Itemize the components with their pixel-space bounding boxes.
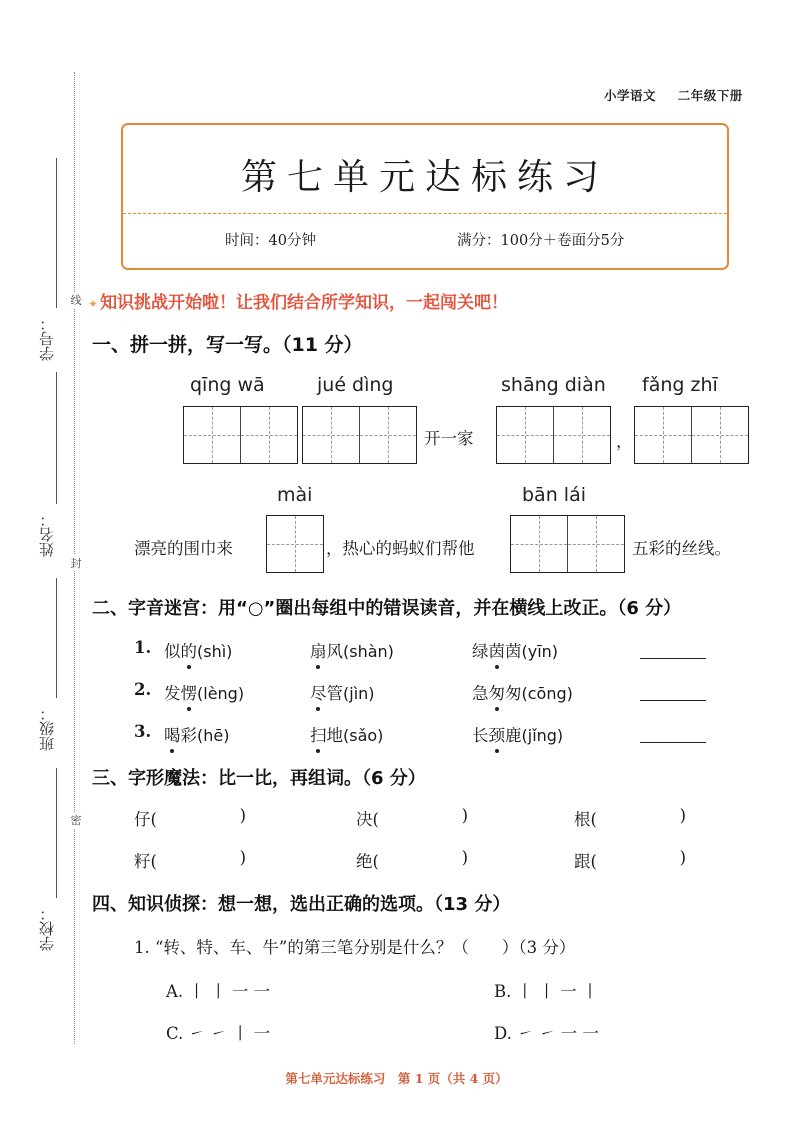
pronunciation-item[interactable] — [164, 638, 232, 662]
word-group-item[interactable] — [574, 806, 686, 830]
pinyin-text: (shàn) — [343, 642, 394, 661]
pinyin-text: (yīn) — [521, 642, 559, 661]
pronunciation-item[interactable] — [472, 680, 573, 704]
student-id-label: 学号： — [38, 316, 56, 361]
grade-label: 二年级下册 — [677, 88, 743, 103]
option-d[interactable]: D. ㇀ ㇀ 一 一 — [494, 1024, 599, 1043]
word-char: 匆 — [505, 684, 522, 703]
intro-banner — [88, 288, 508, 313]
pinyin-text: (lèng) — [197, 684, 245, 703]
group-char: 根 — [574, 810, 591, 829]
pinyin-fangzhi: fǎng zhī — [642, 374, 718, 396]
pronunciation-item[interactable] — [310, 638, 394, 662]
dotted-char: 愣 — [181, 680, 198, 704]
word-group-item[interactable] — [134, 806, 246, 830]
answer-line[interactable] — [640, 658, 706, 659]
banner-text: 知识挑战开始啦！让我们结合所学知识，一起闯关吧！ — [100, 293, 509, 313]
close-paren: ) — [679, 848, 686, 867]
pinyin-jueding: jué dìng — [317, 374, 394, 396]
pronunciation-item[interactable] — [310, 680, 375, 704]
section-4-heading: 四、知识侦探：想一想，选出正确的选项。（13 分） — [92, 894, 511, 915]
writing-grid-banlai[interactable] — [510, 515, 625, 573]
option-c[interactable]: C. ㇀ ㇀ 丨 一 — [166, 1024, 271, 1043]
bind-mark-mi: 密 — [70, 814, 82, 827]
class-blank — [56, 578, 57, 698]
open-paren: ( — [590, 810, 597, 829]
school-blank — [56, 768, 57, 898]
name-blank — [56, 372, 57, 504]
title-box — [121, 123, 729, 270]
dotted-char: 的 — [181, 638, 198, 662]
page-header — [604, 86, 743, 104]
page-title: 第七单元达标练习 — [240, 157, 609, 198]
dotted-char: 扇 — [310, 638, 327, 662]
time-limit: 时间：40分钟 — [225, 233, 316, 249]
word-char: 发 — [164, 684, 181, 703]
open-paren: ( — [590, 852, 597, 871]
sparkle-icon: ✦ — [88, 297, 99, 311]
open-paren: ( — [372, 810, 379, 829]
word-char: 地 — [326, 726, 343, 745]
pronunciation-item[interactable] — [472, 722, 563, 746]
school-label: 学校： — [38, 906, 56, 951]
close-paren: ) — [239, 848, 246, 867]
text-piaoliang: 漂亮的围巾来 — [134, 539, 233, 558]
writing-grid-fangzhi[interactable] — [634, 406, 749, 464]
option-b[interactable]: B. 丨 丨 一 丨 — [494, 982, 599, 1001]
word-char: 急 — [472, 684, 489, 703]
pronunciation-item[interactable] — [310, 722, 383, 746]
word-char: 似 — [164, 642, 181, 661]
word-group-item[interactable] — [356, 806, 468, 830]
pinyin-text: (hē) — [197, 726, 230, 745]
group-char: 籽 — [134, 852, 151, 871]
close-paren: ) — [679, 806, 686, 825]
word-group-item[interactable] — [356, 848, 468, 872]
student-id-blank — [56, 158, 57, 308]
word-char: 绿 — [472, 642, 489, 661]
word-char: 长 — [472, 726, 489, 745]
pinyin-text: (sǎo) — [343, 726, 384, 745]
comma-text: ， — [616, 432, 633, 451]
word-char: 茵 — [505, 642, 522, 661]
dotted-char: 茵 — [489, 638, 506, 662]
dotted-char: 匆 — [489, 680, 506, 704]
word-char: 风 — [326, 642, 343, 661]
item-number: 1. — [134, 638, 152, 657]
group-char: 决 — [356, 810, 373, 829]
bind-mark-feng: 封 — [70, 557, 82, 570]
title-divider — [123, 213, 727, 214]
pinyin-text: (jǐng) — [521, 726, 564, 745]
dotted-char: 喝 — [164, 722, 181, 746]
writing-grid-qingwa[interactable] — [183, 406, 298, 464]
pronunciation-item[interactable] — [164, 680, 244, 704]
full-score: 满分：100分＋卷面分5分 — [457, 233, 625, 249]
group-char: 绝 — [356, 852, 373, 871]
dotted-char: 尽 — [310, 680, 327, 704]
text-rexin: ，热心的蚂蚁们帮他 — [326, 539, 475, 558]
writing-grid-shangdian[interactable] — [496, 406, 611, 464]
pinyin-text: (jìn) — [343, 684, 375, 703]
answer-line[interactable] — [640, 742, 706, 743]
pinyin-text: (cōng) — [521, 684, 573, 703]
text-kaiyijia: 开一家 — [424, 429, 474, 448]
section-3-heading: 三、字形魔法：比一比，再组词。（6 分） — [92, 768, 426, 789]
word-group-item[interactable] — [574, 848, 686, 872]
close-paren: ) — [461, 806, 468, 825]
subject-label: 小学语文 — [604, 88, 657, 103]
open-paren: ( — [150, 852, 157, 871]
open-paren: ( — [372, 852, 379, 871]
open-paren: ( — [150, 810, 157, 829]
word-group-item[interactable] — [134, 848, 246, 872]
name-label: 姓名： — [38, 512, 56, 557]
pinyin-qingwa: qīng wā — [190, 374, 265, 396]
section-1-heading: 一、拼一拼，写一写。（11 分） — [92, 334, 363, 356]
answer-line[interactable] — [640, 700, 706, 701]
word-char: 管 — [326, 684, 343, 703]
class-label: 班级： — [38, 706, 56, 751]
bind-mark-xian: 线 — [70, 294, 82, 307]
close-paren: ) — [461, 848, 468, 867]
close-paren: ) — [239, 806, 246, 825]
word-char: 彩 — [180, 726, 197, 745]
group-char: 仔 — [134, 810, 151, 829]
page-footer: 第七单元达标练习 第 1 页（共 4 页） — [285, 1071, 508, 1086]
writing-grid-mai[interactable] — [266, 515, 324, 573]
pinyin-banlai: bān lái — [522, 484, 586, 506]
word-char: 鹿 — [505, 726, 522, 745]
question-1: 1. “转、特、车、牛”的第三笔分别是什么？（ ）（3 分） — [134, 938, 576, 957]
pronunciation-item[interactable] — [472, 638, 558, 662]
pinyin-mai: mài — [277, 484, 313, 506]
section-2-heading: 二、字音迷宫：用“○”圈出每组中的错误读音，并在横线上改正。（6 分） — [92, 598, 682, 619]
dotted-char: 扫 — [310, 722, 327, 746]
pronunciation-item[interactable] — [164, 722, 229, 746]
item-number: 3. — [134, 722, 152, 741]
item-number: 2. — [134, 680, 152, 699]
text-wucai: 五彩的丝线。 — [632, 539, 731, 558]
option-a[interactable]: A. 丨 丨 一 一 — [166, 982, 271, 1001]
dotted-char: 颈 — [489, 722, 506, 746]
pinyin-shangdian: shāng diàn — [501, 374, 606, 396]
pinyin-text: (shì) — [197, 642, 233, 661]
group-char: 跟 — [574, 852, 591, 871]
writing-grid-jueding[interactable] — [302, 406, 417, 464]
